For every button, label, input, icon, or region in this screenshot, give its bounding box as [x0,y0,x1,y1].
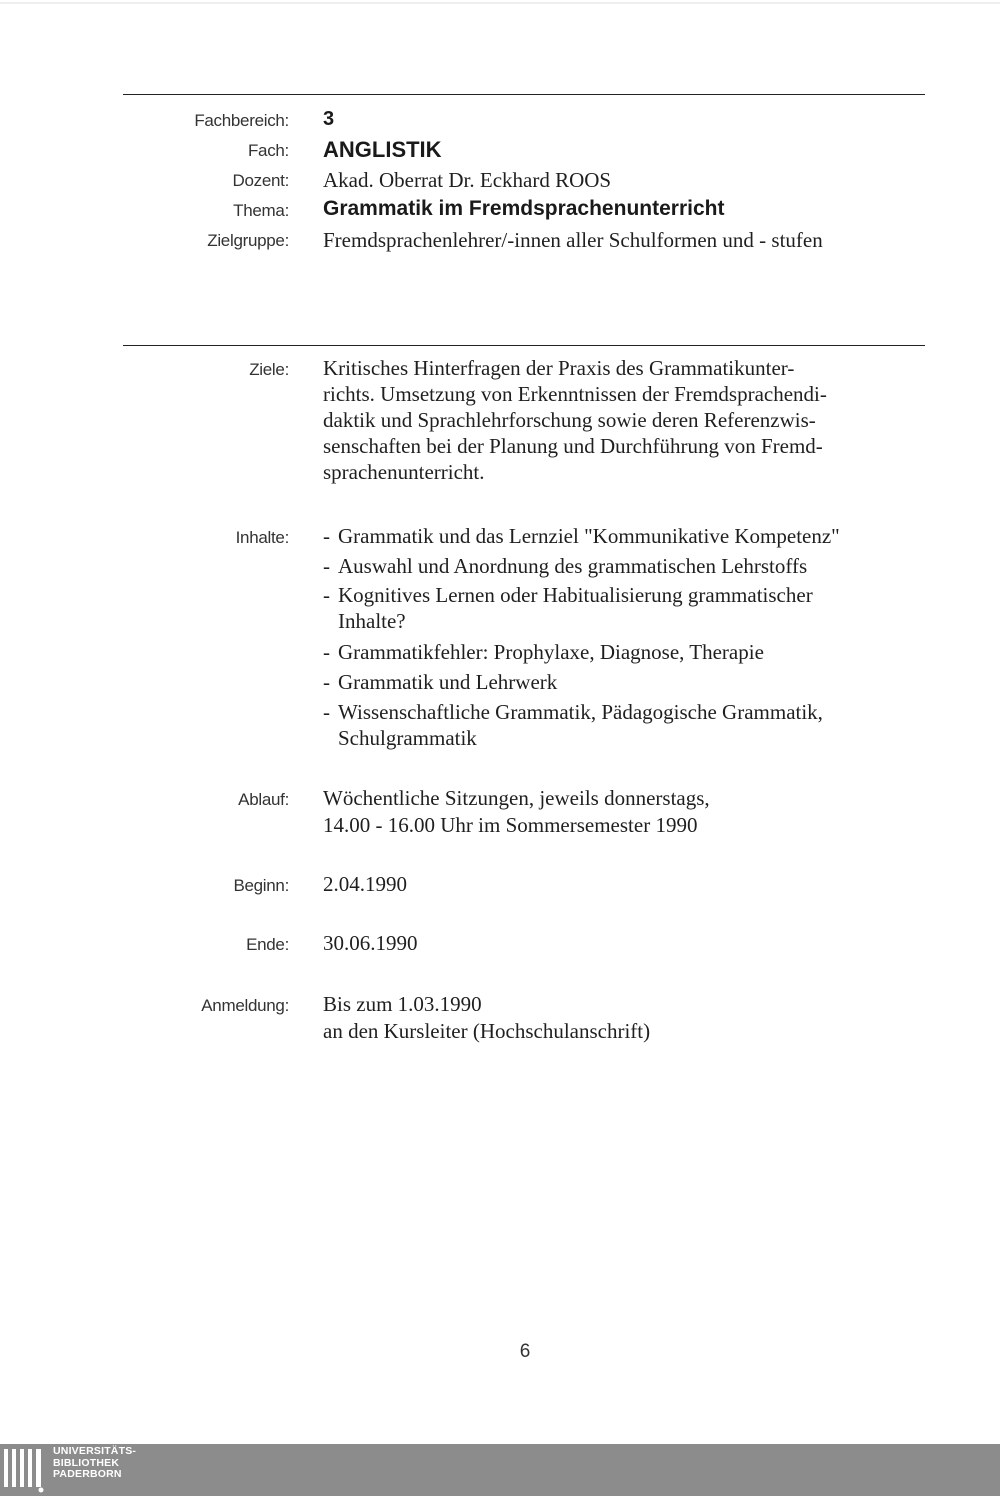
thema-label: Thema: [233,201,289,220]
library-name-line: PADERBORN [53,1468,122,1480]
header-top-rule [123,94,925,95]
ziele-text [323,355,928,485]
fach-value: ANGLISTIK [323,137,442,162]
ziele-label: Ziele: [249,360,289,379]
inhalte-item-text: Wissenschaftliche Grammatik, Pädagogische Grammatik, [338,700,823,724]
fach-label: Fach: [247,141,289,160]
library-logo-icon [2,1447,50,1493]
ablauf-line: Wöchentliche Sitzungen, jeweils donnerstags, [323,786,710,810]
inhalte-item-text: Grammatik und Lehrwerk [338,670,558,694]
inhalte-label: Inhalte: [235,528,289,547]
zielgruppe-value: Fremdsprachenlehrer/-innen aller Schulformen und - stufen [323,228,823,252]
thema-value: Grammatik im Fremdsprachenunterricht [323,197,725,220]
ziele-line: richts. Umsetzung von Erkenntnissen der Fremdsprachendi- [323,382,827,406]
fachbereich-label: Fachbereich: [194,111,289,130]
beginn-label: Beginn: [233,876,289,895]
ende-value: 30.06.1990 [323,931,418,955]
library-footer-bar [0,1444,1000,1496]
inhalte-item: - Wissenschaftliche Grammatik, Pädagogische Grammatik, Schulgrammatik [323,699,928,751]
beginn-value: 2.04.1990 [323,872,407,896]
inhalte-item-text: Kognitives Lernen oder Habitualisierung grammatischer [338,583,813,607]
inhalte-item-text: Grammatikfehler: Prophylaxe, Diagnose, Therapie [338,640,764,664]
anmeldung-line: Bis zum 1.03.1990 [323,992,482,1016]
inhalte-item-text: Grammatik und das Lernziel "Kommunikative Kompetenz" [338,524,840,548]
scan-edge [0,2,1000,4]
dozent-value: Akad. Oberrat Dr. Eckhard ROOS [323,168,612,192]
ende-label: Ende: [246,935,289,954]
fachbereich-value: 3 [323,108,335,130]
ziele-line: daktik und Sprachlehrforschung sowie deren Referenzwis- [323,408,816,432]
ziele-line: senschaften bei der Planung und Durchführung von Fremd- [323,434,823,458]
inhalte-item-text: Schulgrammatik [338,726,477,750]
library-name-line: BIBLIOTHEK [53,1456,120,1469]
inhalte-item-text: Auswahl und Anordnung des grammatischen Lehrstoffs [338,554,808,578]
library-name [53,1446,136,1481]
ziele-line: Kritisches Hinterfragen der Praxis des Grammatikunter- [323,356,795,380]
inhalte-item: - Grammatik und das Lernziel "Kommunikative Kompetenz" [323,524,840,548]
inhalte-item: - Kognitives Lernen oder Habitualisierung grammatischer Inhalte? [323,582,928,634]
ablauf-text [323,785,928,839]
anmeldung-line: an den Kursleiter (Hochschulanschrift) [323,1019,651,1043]
page-number: 6 [519,1341,531,1362]
inhalte-item: - Grammatik und Lehrwerk [323,670,558,694]
body-top-rule [123,345,925,346]
inhalte-item-text: Inhalte? [338,609,406,633]
zielgruppe-label: Zielgruppe: [207,231,289,250]
ablauf-label: Ablauf: [238,790,289,809]
dozent-label: Dozent: [232,171,289,190]
anmeldung-text [323,991,928,1045]
inhalte-item: - Grammatikfehler: Prophylaxe, Diagnose, Therapie [323,640,764,664]
ziele-line: sprachenunterricht. [323,460,485,484]
inhalte-item: - Auswahl und Anordnung des grammatischen Lehrstoffs [323,554,808,578]
library-name-line: UNIVERSITÄTS- [53,1445,137,1457]
anmeldung-label: Anmeldung: [201,996,289,1015]
ablauf-line: 14.00 - 16.00 Uhr im Sommersemester 1990 [323,813,698,837]
